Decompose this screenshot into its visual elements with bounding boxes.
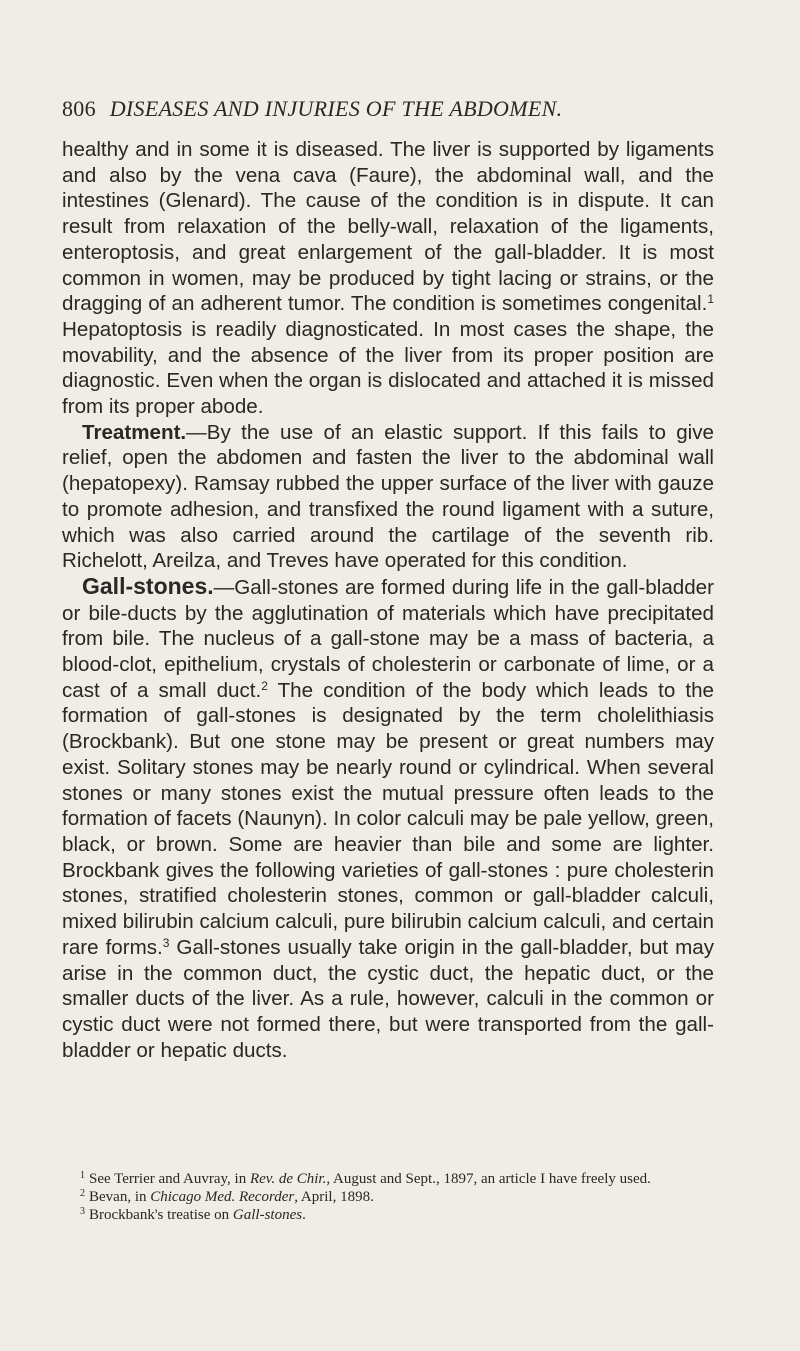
running-title: DISEASES AND INJURIES OF THE ABDOMEN.: [109, 96, 563, 121]
section-heading-gall-stones: Gall-stones.: [82, 572, 214, 599]
footnote: $^2$ Bevan, in Chicago Med. Recorder, April, 1898.: [80, 1188, 374, 1205]
footnote-ref-2: 2: [261, 678, 268, 693]
footnote: $^3$ Brockbank's treatise on Gall-stones.: [80, 1206, 306, 1223]
paragraph-hepatoptosis: healthy and in some it is diseased. The liver is supported by ligaments and also by the vena cava (Faure), the abdominal wall, and the intestines (Glenard). The cause of the condition is in dispute. It can result from relaxation of the belly-wall, relaxation of the ligaments, enteroptosis, and great enlargement of the gall-bladder. It is most common in women, may be produced by tight lacing or strains, or the dragging of an adherent tumor. The condition is sometimes congenital.$^1$ Hepatoptosis is readily diagnosticated. In most cases the shape, the movability, and the absence of the liver from its proper position are diagnostic. Even when the organ is dislocated and attached it is missed from its proper abode.: [62, 138, 714, 419]
footnote: $^1$ See Terrier and Auvray, in Rev. de Chir., August and Sept., 1897, an article I have freely used.: [80, 1170, 651, 1187]
page-number: 806: [62, 96, 96, 121]
body-text: [62, 137, 714, 1063]
footnotes: [62, 1170, 714, 1224]
footnote-ref-3: 3: [162, 935, 170, 950]
running-header: [62, 96, 722, 122]
footnote-ref-1: 1: [707, 292, 714, 307]
section-heading-treatment: Treatment.: [82, 420, 187, 444]
paragraph-treatment: Treatment.—By the use of an elastic support. If this fails to give relief, open the abdomen and fasten the liver to the abdominal wall (hepatopexy). Ramsay rubbed the upper surface of the liver with gauze to promote adhesion, and transfixed the round ligament with a suture, which was also carried around the cartilage of the seventh rib. Richelott, Areilza, and Treves have operated for this condition.: [62, 420, 714, 573]
paragraph-gall-stones: Gall-stones.—Gall-stones are formed during life in the gall-bladder or bile-ducts by the agglutination of materials which have precipitated from bile. The nucleus of a gall-stone may be a mass of bacteria, a blood-clot, epithelium, crystals of cholesterin or carbonate of lime, or a cast of a small duct.$^2$ The condition of the body which leads to the formation of gall-stones is designated by the term cholelithiasis (Brockbank). But one stone may be present or great numbers may exist. Solitary stones may be nearly round or cylindrical. When several stones or many stones exist the mutual pressure often leads to the formation of facets (Naunyn). In color calculi may be pale yellow, green, black, or brown. Some are heavier than bile and some are lighter. Brockbank gives the following varieties of gall-stones : pure cholesterin stones, stratified cholesterin stones, common or gall-bladder calculi, mixed bilirubin calcium calculi, pure bilirubin calcium calculi, and certain rare forms.$^3$ Gall-stones usually take origin in the gall-bladder, but may arise in the common duct, the cystic duct, the hepatic duct, or the smaller ducts of the liver. As a rule, however, calculi in the common or cystic duct were not formed there, but were transported from the gall-bladder or hepatic ducts.: [62, 572, 714, 1062]
